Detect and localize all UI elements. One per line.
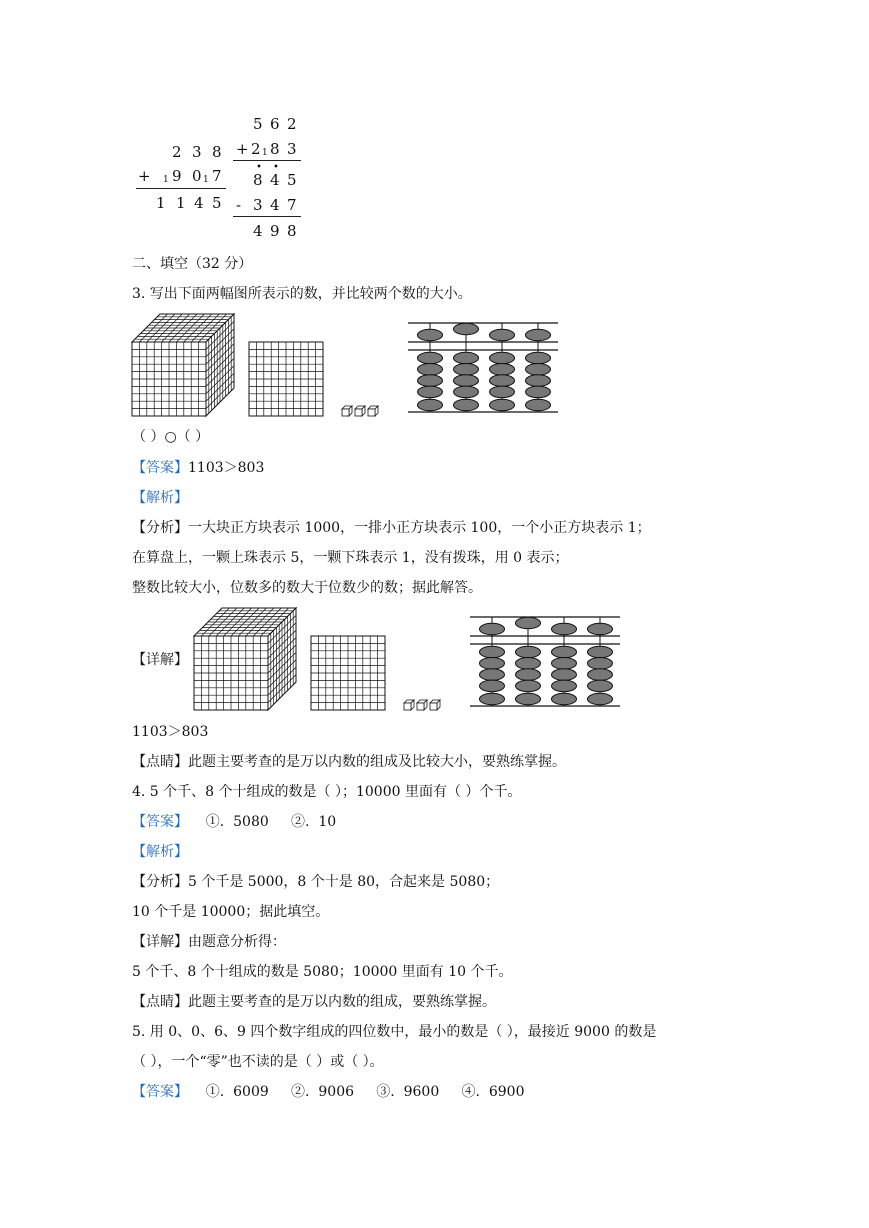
xiangjie-line <box>132 932 286 952</box>
fenxi-text: 5 个千是 5000，8 个十是 80，合起来是 5080； <box>188 874 500 890</box>
calc-digit: 3 <box>253 196 263 214</box>
analysis-line-2: 在算盘上，一颗上珠表示 5，一颗下珠表示 1，没有拨珠，用 0 表示； <box>132 550 569 566</box>
answer-value: ①. 6009 ②. 9006 ③. 9600 ④. 6900 <box>188 1084 525 1100</box>
repeat-dot-icon: • <box>273 162 279 173</box>
lower-bead <box>552 693 577 705</box>
lower-bead <box>588 693 613 705</box>
lower-bead <box>454 375 479 387</box>
upper-bead <box>418 329 443 341</box>
upper-bead <box>552 623 577 635</box>
analysis-line-2: 10 个千是 10000；据此填空。 <box>132 904 330 920</box>
answer-line-q4 <box>132 812 336 832</box>
xiangjie-tag: 【详解】 <box>132 934 188 950</box>
answer-line-q5 <box>132 1082 524 1102</box>
unit-cube <box>368 406 378 416</box>
result-line: 1103＞803 <box>132 724 209 740</box>
lower-bead <box>418 375 443 387</box>
answer-value: 1103＞803 <box>188 460 265 476</box>
dianjing-tag: 【点睛】 <box>132 994 188 1010</box>
lower-bead <box>490 386 515 398</box>
lower-bead <box>552 680 577 692</box>
hundred-flat <box>311 636 385 710</box>
unit-cube <box>355 406 365 416</box>
question-3: 3. 写出下面两幅图所表示的数，并比较两个数的大小。 <box>132 286 472 302</box>
number-figure-1 <box>132 312 562 422</box>
calc-digit: 5 <box>253 115 263 133</box>
lower-bead <box>516 669 541 681</box>
calc-digit: 6 <box>270 115 280 133</box>
thousand-cube <box>132 314 234 416</box>
unit-cube <box>342 406 352 416</box>
calc-digit: 4 <box>270 171 280 189</box>
xiangjie-text: 由题意分析得： <box>188 934 286 950</box>
calc-digit: 8 <box>212 143 222 161</box>
analysis-tag: 【解析】 <box>132 490 188 506</box>
answer-line-q3 <box>132 458 264 478</box>
calc-digit: 1 <box>156 194 166 212</box>
lower-bead <box>418 399 443 411</box>
lower-bead <box>516 680 541 692</box>
dianjing-text: 此题主要考查的是万以内数的组成，要熟练掌握。 <box>188 994 496 1010</box>
lower-bead <box>552 669 577 681</box>
lower-bead <box>490 375 515 387</box>
carry-digit: 1 <box>203 175 209 185</box>
calc-digit: 8 <box>253 171 263 189</box>
dianjing-tag: 【点睛】 <box>132 754 188 770</box>
answer-value: ①. 5080 ②. 10 <box>188 814 337 830</box>
dianjing-text: 此题主要考查的是万以内数的组成及比较大小，要熟练掌握。 <box>188 754 566 770</box>
lower-bead <box>454 386 479 398</box>
calc-digit: 5 <box>212 194 222 212</box>
thousand-cube <box>194 608 296 710</box>
abacus <box>408 323 558 412</box>
unit-cube <box>404 700 414 710</box>
analysis-text <box>132 518 651 538</box>
minus-sign: - <box>236 196 242 214</box>
calc-digit: 5 <box>287 171 297 189</box>
lower-bead <box>516 658 541 670</box>
lower-bead <box>526 364 551 376</box>
hundred-flat <box>249 342 323 416</box>
lower-bead <box>526 352 551 364</box>
fenxi-tag: 【分析】 <box>132 874 188 890</box>
calc-digit: 3 <box>192 143 202 161</box>
lower-bead <box>552 646 577 658</box>
analysis-line-3: 整数比较大小，位数多的数大于位数少的数；据此解答。 <box>132 580 482 596</box>
calc-digit: 7 <box>212 167 222 185</box>
answer-tag: 【答案】 <box>132 460 188 476</box>
xiangjie-tag: 【详解】 <box>132 652 188 668</box>
lower-bead <box>516 646 541 658</box>
answer-blank-line: （ ）○（ ） <box>132 429 210 445</box>
plus-sign: + <box>138 167 151 185</box>
lower-bead <box>480 646 505 658</box>
calc-digit: 9 <box>270 222 280 240</box>
answer-tag: 【答案】 <box>132 1084 188 1100</box>
calc-digit: 1 <box>176 194 186 212</box>
calc-digit: 2 <box>251 140 261 158</box>
section-heading: 二、填空（32 分） <box>132 256 253 272</box>
calc-digit: 8 <box>270 140 280 158</box>
lower-bead <box>588 658 613 670</box>
lower-bead <box>490 352 515 364</box>
analysis-text <box>132 872 499 892</box>
calc-digit: 4 <box>194 194 204 212</box>
calc-digit: 4 <box>270 196 280 214</box>
lower-bead <box>490 399 515 411</box>
lower-bead <box>480 669 505 681</box>
unit-cube <box>417 700 427 710</box>
fenxi-tag: 【分析】 <box>132 520 188 536</box>
calc-line <box>233 216 301 217</box>
abacus <box>470 617 620 706</box>
question-5: 5. 用 0、0、6、9 四个数字组成的四位数中，最小的数是（ ），最接近 9000 的数是 <box>132 1024 657 1040</box>
lower-bead <box>454 399 479 411</box>
fenxi-text: 一大块正方块表示 1000，一排小正方块表示 100，一个小正方块表示 1； <box>188 520 651 536</box>
lower-bead <box>490 364 515 376</box>
calc-digit: 2 <box>172 143 182 161</box>
lower-bead <box>480 680 505 692</box>
upper-bead <box>454 323 479 335</box>
question-4: 4. 5 个千、8 个十组成的数是（ ）；10000 里面有（ ）个千。 <box>132 784 522 800</box>
upper-bead <box>516 617 541 629</box>
upper-bead <box>588 623 613 635</box>
dianjing-line-q3 <box>132 752 566 772</box>
lower-bead <box>526 375 551 387</box>
upper-bead <box>526 329 551 341</box>
calc-digit: 0 <box>192 167 202 185</box>
calc-line <box>136 188 226 189</box>
plus-sign: + <box>236 140 249 158</box>
lower-bead <box>454 352 479 364</box>
lower-bead <box>588 680 613 692</box>
dianjing-line-q4 <box>132 992 496 1012</box>
lower-bead <box>526 399 551 411</box>
upper-bead <box>490 329 515 341</box>
xiangjie-line-2: 5 个千、8 个十组成的数是 5080；10000 里面有 10 个千。 <box>132 964 513 980</box>
carry-digit: 1 <box>262 148 268 158</box>
lower-bead <box>480 693 505 705</box>
calc-digit: 4 <box>253 222 263 240</box>
lower-bead <box>454 364 479 376</box>
calc-digit: 2 <box>287 115 297 133</box>
lower-bead <box>526 386 551 398</box>
lower-bead <box>480 658 505 670</box>
lower-bead <box>588 669 613 681</box>
calc-digit: 8 <box>287 222 297 240</box>
calc-line <box>233 160 301 161</box>
repeat-dot-icon: • <box>256 162 262 173</box>
answer-tag: 【答案】 <box>132 814 188 830</box>
question-5-line-2: （ ），一个“零”也不读的是（ ）或（ ）。 <box>132 1054 384 1070</box>
calc-digit: 9 <box>172 167 182 185</box>
number-figure-2 <box>194 606 624 716</box>
lower-bead <box>418 364 443 376</box>
unit-cube <box>430 700 440 710</box>
lower-bead <box>418 352 443 364</box>
lower-bead <box>588 646 613 658</box>
carry-digit: 1 <box>163 175 169 185</box>
calc-digit: 7 <box>287 196 297 214</box>
upper-bead <box>480 623 505 635</box>
analysis-tag: 【解析】 <box>132 844 188 860</box>
lower-bead <box>552 658 577 670</box>
lower-bead <box>418 386 443 398</box>
lower-bead <box>516 693 541 705</box>
calc-digit: 3 <box>287 140 297 158</box>
